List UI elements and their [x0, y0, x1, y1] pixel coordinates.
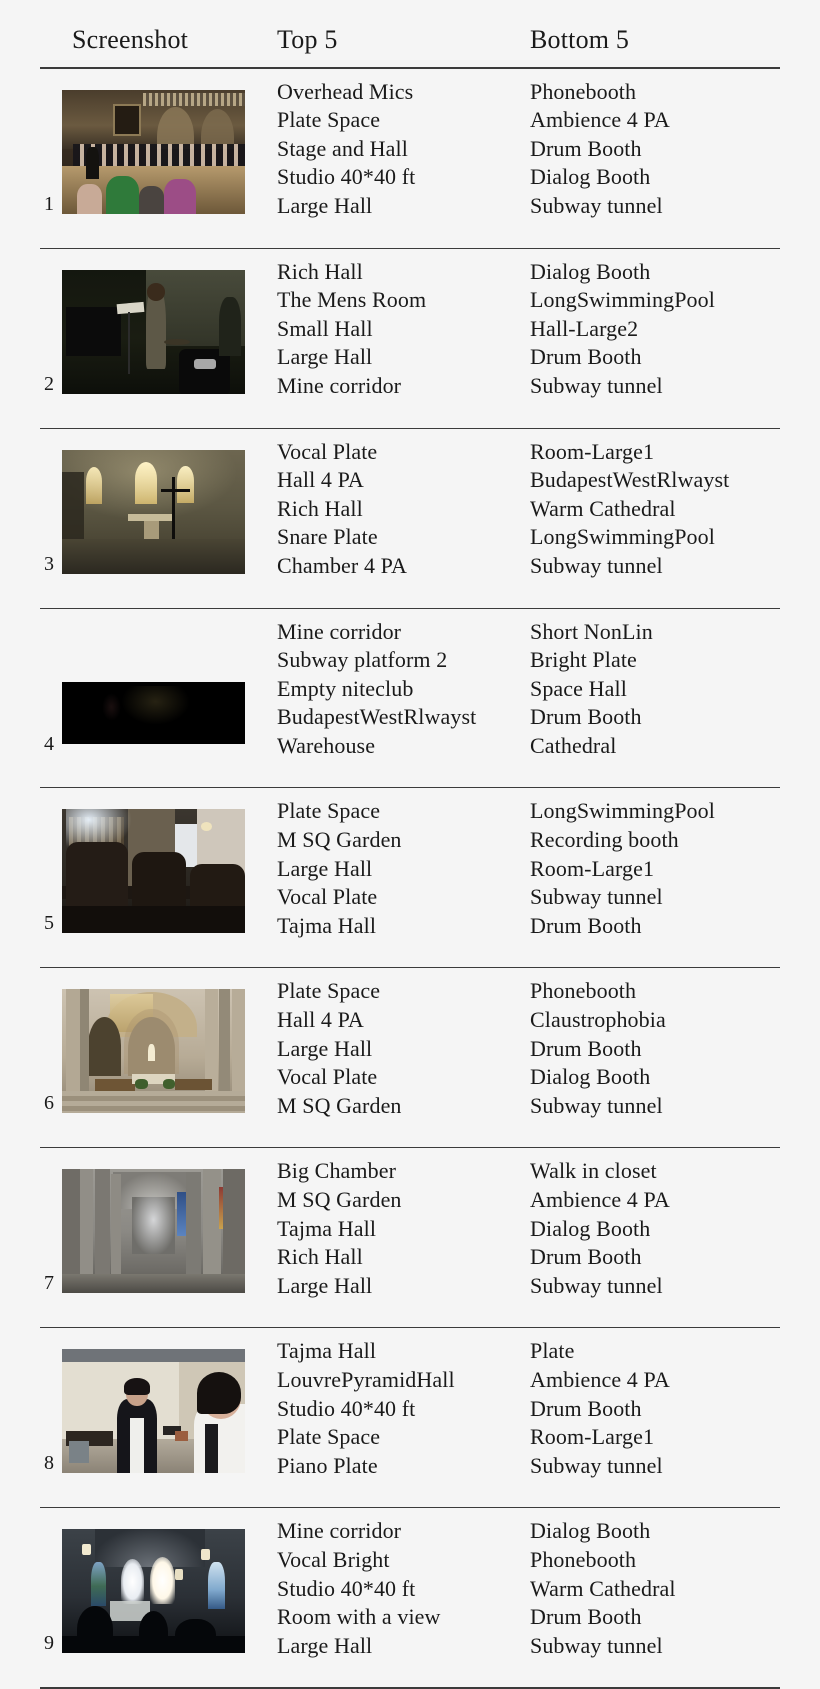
list-item: LongSwimmingPool: [530, 524, 715, 550]
thumbnail-art: [62, 1529, 245, 1653]
list-item: Stage and Hall: [277, 135, 408, 161]
top5-cell: [275, 608, 530, 769]
row-index: 5: [44, 912, 54, 935]
list-item: Vocal Plate: [277, 884, 378, 910]
midrule: [40, 1129, 780, 1148]
list-item: Walk in closet: [530, 1158, 657, 1184]
list-item: Mine corridor: [277, 372, 402, 398]
screenshot-cell: [40, 968, 275, 1129]
thumbnail-wrapper: [40, 438, 275, 574]
bottom5-cell: [530, 248, 780, 409]
top5-cell: [275, 248, 530, 409]
list-item: Dialog Booth: [530, 1215, 651, 1241]
list-item: Rich Hall: [277, 1244, 363, 1270]
row-rule: [40, 1129, 780, 1148]
screenshot-cell: [40, 1328, 275, 1489]
bottom5-list: [530, 1517, 780, 1660]
list-item: Large Hall: [277, 344, 373, 370]
list-item: The Mens Room: [277, 287, 427, 313]
list-item: Tajma Hall: [277, 1215, 377, 1241]
bottom5-list: [530, 1157, 780, 1300]
thumbnail-art: [62, 450, 245, 574]
thumbnail-art: [62, 270, 245, 394]
bottom5-cell: [530, 1328, 780, 1489]
midrule: [40, 230, 780, 249]
top5-list: [275, 1337, 530, 1480]
list-item: Subway tunnel: [530, 1452, 663, 1478]
row-rule: [40, 1489, 780, 1508]
top5-list: [275, 977, 530, 1120]
row-rule: [40, 230, 780, 249]
list-item: Room with a view: [277, 1604, 441, 1630]
row-rule: [40, 590, 780, 609]
list-item: LongSwimmingPool: [530, 287, 715, 313]
top5-cell: [275, 968, 530, 1129]
screenshot-cell: [40, 1148, 275, 1309]
top5-cell: [275, 788, 530, 949]
bottom5-cell: [530, 968, 780, 1129]
list-item: M SQ Garden: [277, 1187, 402, 1212]
list-item: Tajma Hall: [277, 1338, 377, 1364]
screenshot-cell: [40, 428, 275, 589]
top5-list: [275, 797, 530, 940]
table-row: [40, 248, 780, 409]
bottom5-cell: [530, 68, 780, 230]
table-row: [40, 1148, 780, 1309]
screenshot-thumbnail-1[interactable]: [62, 90, 245, 214]
list-item: Mine corridor: [277, 1518, 402, 1544]
row-rule: [40, 949, 780, 968]
thumbnail-wrapper: [40, 797, 275, 933]
screenshot-thumbnail-5[interactable]: [62, 809, 245, 933]
thumbnail-art: [62, 1169, 245, 1293]
table-row: [40, 1328, 780, 1489]
list-item: Tajma Hall: [277, 912, 377, 938]
thumbnail-art: [62, 682, 245, 744]
list-item: Hall 4 PA: [277, 1007, 364, 1033]
top5-cell: [275, 1148, 530, 1309]
list-item: Large Hall: [277, 192, 373, 218]
list-item: Drum Booth: [530, 1244, 642, 1270]
list-item: Ambience 4 PA: [530, 1366, 670, 1392]
screenshot-thumbnail-4[interactable]: [62, 682, 245, 744]
screenshot-cell: [40, 68, 275, 230]
top5-cell: [275, 428, 530, 589]
row-index: 2: [44, 372, 54, 395]
list-item: Phonebooth: [530, 978, 637, 1004]
list-item: Mine corridor: [277, 618, 402, 644]
list-item: Subway tunnel: [530, 1632, 663, 1658]
thumbnail-wrapper: [40, 977, 275, 1113]
top5-cell: [275, 1328, 530, 1489]
list-item: Subway platform 2: [277, 647, 448, 673]
list-item: Vocal Plate: [277, 438, 378, 464]
bottom5-cell: [530, 428, 780, 589]
list-item: Chamber 4 PA: [277, 552, 407, 578]
list-item: Empty niteclub: [277, 675, 414, 701]
list-item: Rich Hall: [277, 495, 363, 521]
thumbnail-wrapper: [40, 1517, 275, 1653]
list-item: Large Hall: [277, 1272, 373, 1298]
top5-cell: [275, 68, 530, 230]
bottom5-list: [530, 797, 780, 940]
midrule: [40, 590, 780, 609]
list-item: Subway tunnel: [530, 884, 663, 910]
bottom5-list: [530, 618, 780, 761]
row-rule: [40, 1309, 780, 1328]
list-item: Dialog Booth: [530, 164, 651, 190]
bottom5-cell: [530, 1148, 780, 1309]
list-item: Drum Booth: [530, 704, 642, 730]
top5-list: [275, 1157, 530, 1300]
results-table: [40, 26, 780, 1689]
row-rule: [40, 410, 780, 429]
list-item: Piano Plate: [277, 1452, 378, 1478]
list-item: Drum Booth: [530, 1604, 642, 1630]
row-index: 3: [44, 552, 54, 575]
list-item: Large Hall: [277, 1035, 373, 1061]
screenshot-thumbnail-8[interactable]: [62, 1349, 245, 1473]
bottom5-list: [530, 78, 780, 221]
list-item: Subway tunnel: [530, 1272, 663, 1298]
list-item: Warm Cathedral: [530, 1575, 676, 1601]
thumbnail-wrapper: [40, 78, 275, 214]
list-item: Plate Space: [277, 978, 381, 1004]
list-item: Small Hall: [277, 315, 373, 341]
midrule: [40, 1309, 780, 1328]
list-item: BudapestWestRlwayst: [530, 467, 730, 493]
bottom5-cell: [530, 608, 780, 769]
list-item: Studio 40*40 ft: [277, 164, 416, 190]
screenshot-cell: [40, 788, 275, 949]
thumbnail-art: [62, 1349, 245, 1473]
list-item: Hall-Large2: [530, 315, 639, 341]
list-item: Bright Plate: [530, 647, 637, 673]
list-item: Large Hall: [277, 1632, 373, 1658]
screenshot-cell: [40, 248, 275, 409]
list-item: Ambience 4 PA: [530, 1187, 670, 1212]
list-item: Plate Space: [277, 798, 381, 824]
list-item: Dialog Booth: [530, 258, 651, 284]
list-item: Warehouse: [277, 732, 376, 758]
thumbnail-art: [62, 809, 245, 933]
list-item: Vocal Plate: [277, 1064, 378, 1090]
bottom5-list: [530, 438, 780, 581]
screenshot-thumbnail-3[interactable]: [62, 450, 245, 574]
list-item: M SQ Garden: [277, 1092, 402, 1118]
list-item: Drum Booth: [530, 912, 642, 938]
list-item: Phonebooth: [530, 1546, 637, 1572]
table-row: [40, 788, 780, 949]
bottom5-list: [530, 258, 780, 401]
thumbnail-art: [62, 90, 245, 214]
table-bottom-rule: [40, 1669, 780, 1688]
list-item: Big Chamber: [277, 1158, 397, 1184]
list-item: Dialog Booth: [530, 1518, 651, 1544]
midrule: [40, 769, 780, 788]
midrule: [40, 410, 780, 429]
bottom5-list: [530, 1337, 780, 1480]
list-item: Subway tunnel: [530, 552, 663, 578]
list-item: Short NonLin: [530, 618, 653, 644]
thumbnail-wrapper: [40, 1157, 275, 1293]
thumbnail-art: [62, 989, 245, 1113]
column-header-screenshot: Screenshot: [72, 25, 189, 54]
midrule: [40, 1489, 780, 1508]
list-item: Room-Large1: [530, 438, 655, 464]
list-item: Snare Plate: [277, 524, 378, 550]
list-item: Dialog Booth: [530, 1064, 651, 1090]
list-item: Subway tunnel: [530, 372, 663, 398]
list-item: Subway tunnel: [530, 1092, 663, 1118]
bottom5-cell: [530, 788, 780, 949]
list-item: Cathedral: [530, 732, 617, 758]
list-item: Large Hall: [277, 855, 373, 881]
screenshot-cell: [40, 608, 275, 769]
list-item: Drum Booth: [530, 135, 642, 161]
list-item: Ambience 4 PA: [530, 107, 670, 133]
row-index: 4: [44, 732, 54, 755]
top5-cell: [275, 1508, 530, 1669]
column-header-bottom5: Bottom 5: [530, 25, 630, 54]
thumbnail-wrapper: [40, 618, 275, 754]
top5-list: [275, 438, 530, 581]
list-item: Drum Booth: [530, 1035, 642, 1061]
thumbnail-wrapper: [40, 1337, 275, 1473]
list-item: Space Hall: [530, 675, 627, 701]
list-item: Hall 4 PA: [277, 467, 364, 493]
thumbnail-wrapper: [40, 258, 275, 394]
list-item: Subway tunnel: [530, 192, 663, 218]
row-index: 7: [44, 1272, 54, 1295]
list-item: LouvrePyramidHall: [277, 1366, 455, 1392]
list-item: Plate: [530, 1338, 575, 1364]
screenshot-cell: [40, 1508, 275, 1669]
table-body: [40, 68, 780, 1689]
list-item: Room-Large1: [530, 1424, 655, 1450]
screenshot-thumbnail-2[interactable]: [62, 270, 245, 394]
table-row: [40, 68, 780, 230]
list-item: Plate Space: [277, 1424, 381, 1450]
list-item: Claustrophobia: [530, 1007, 666, 1033]
screenshot-thumbnail-9[interactable]: [62, 1529, 245, 1653]
screenshot-thumbnail-6[interactable]: [62, 989, 245, 1113]
list-item: Drum Booth: [530, 344, 642, 370]
list-item: Drum Booth: [530, 1395, 642, 1421]
list-item: Plate Space: [277, 107, 381, 133]
list-item: Phonebooth: [530, 78, 637, 104]
list-item: Studio 40*40 ft: [277, 1575, 416, 1601]
row-index: 6: [44, 1092, 54, 1115]
row-index: 1: [44, 192, 54, 215]
row-rule: [40, 769, 780, 788]
list-item: Overhead Mics: [277, 78, 414, 104]
table-head: [40, 26, 780, 68]
top5-list: [275, 78, 530, 221]
table-row: [40, 968, 780, 1129]
midrule: [40, 949, 780, 968]
table-row: [40, 608, 780, 769]
list-item: LongSwimmingPool: [530, 798, 715, 824]
list-item: M SQ Garden: [277, 827, 402, 853]
header-row: [40, 26, 780, 67]
list-item: Studio 40*40 ft: [277, 1395, 416, 1421]
column-header-top5: Top 5: [277, 25, 338, 54]
list-item: Vocal Bright: [277, 1546, 390, 1572]
table-row: [40, 428, 780, 589]
row-index: 9: [44, 1632, 54, 1655]
bottom5-cell: [530, 1508, 780, 1669]
row-index: 8: [44, 1452, 54, 1475]
top5-list: [275, 258, 530, 401]
table-row: [40, 1508, 780, 1669]
list-item: Room-Large1: [530, 855, 655, 881]
list-item: Warm Cathedral: [530, 495, 676, 521]
bottom5-list: [530, 977, 780, 1120]
list-item: BudapestWestRlwayst: [277, 704, 477, 730]
top5-list: [275, 1517, 530, 1660]
list-item: Recording booth: [530, 827, 679, 853]
bottomrule: [40, 1669, 780, 1688]
screenshot-thumbnail-7[interactable]: [62, 1169, 245, 1293]
list-item: Rich Hall: [277, 258, 363, 284]
top5-list: [275, 618, 530, 761]
